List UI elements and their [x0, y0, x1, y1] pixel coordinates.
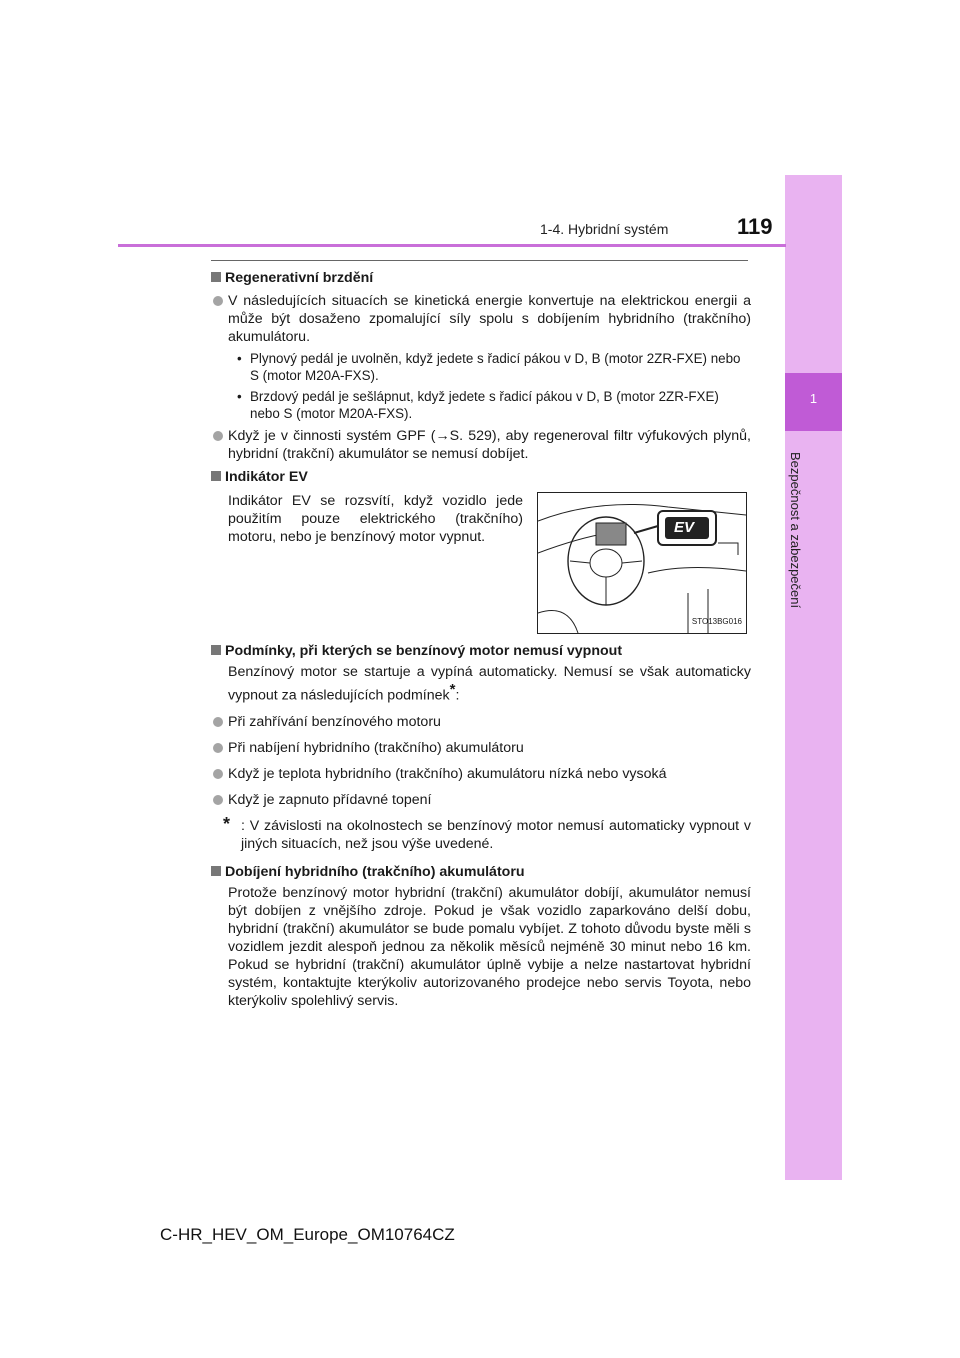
ev-row — [211, 492, 751, 634]
ev-description: Indikátor EV se rozsvítí, když vozidlo jede použitím pouze elektrického (trakčního) motoru, nebo je benzínový motor vypnut. — [228, 493, 523, 545]
circle-bullet-icon — [213, 795, 223, 805]
bullet-item: Když je teplota hybridního (trakčního) akumulátoru nízká nebo vysoká — [211, 765, 751, 783]
bullet-item: V následujících situacích se kinetická energie konvertuje na elektrickou energii a může být dosaženo zpomalující síly spolu s dobíjením hybridního (trakčního) akumulátoru. — [211, 292, 751, 346]
chapter-side-tab — [785, 175, 842, 1180]
footnote: * : V závislosti na okolnostech se benzínový motor nemusí automaticky vypnout v jiných situacích, než jsou výše uvedené. — [223, 813, 751, 852]
ev-indicator-illustration — [537, 492, 747, 634]
heading-regen: Regenerativní brzdění — [211, 269, 751, 287]
figure-id: STO13BG016 — [691, 617, 742, 626]
square-bullet-icon — [211, 866, 221, 876]
circle-bullet-icon — [213, 769, 223, 779]
charging-text: Protože benzínový motor hybridní (trakční) akumulátor dobíjí, akumulátor nemusí být dobíjen z vnějšího zdroje. Pokud je však vozidlo zaparkováno delší dobu, hybridní (trakční) akumulátor se bude pomalu vybíjet. Z tohoto důvodu byste měli s vozidlem jezdit alespoň jednou za několik měsíců nejméně 30 minut nebo 16 km. Pokud se hybridní (trakční) akumulátor úplně vybije a nelze nastartovat hybridní systém, kontaktujte kterýkoliv autorizovaného prodejce nebo servis Toyota, nebo kterýkoliv spolehlivý servis. — [228, 884, 751, 1009]
page-content — [211, 264, 751, 1010]
bullet-item: Když je v činnosti systém GPF (→S. 529), aby regeneroval filtr výfukových plynů, hybridní (trakční) akumulátor se nemusí dobíjet. — [211, 427, 751, 463]
chapter-title: Bezpečnost a zabezpečení — [788, 452, 803, 609]
circle-bullet-icon — [213, 717, 223, 727]
circle-bullet-icon — [213, 743, 223, 753]
square-bullet-icon — [211, 471, 221, 481]
circle-bullet-icon — [213, 296, 223, 306]
sub-item: • Plynový pedál je uvolněn, když jedete s řadicí pákou v D, B (motor 2ZR-FXE) nebo S (motor M20A-FXS). — [237, 351, 741, 383]
section-title: 1-4. Hybridní systém — [540, 221, 669, 237]
header-rule — [118, 244, 786, 247]
bullet-item: Při zahřívání benzínového motoru — [211, 713, 751, 731]
heading-charging: Dobíjení hybridního (trakčního) akumulátoru — [211, 863, 751, 881]
bullet-item: Při nabíjení hybridního (trakčního) akumulátoru — [211, 739, 751, 757]
document-code: C-HR_HEV_OM_Europe_OM10764CZ — [160, 1225, 455, 1244]
chapter-number: 1 — [809, 391, 818, 406]
square-bullet-icon — [211, 272, 221, 282]
heading-ev: Indikátor EV — [211, 468, 751, 486]
heading-conditions: Podmínky, při kterých se benzínový motor nemusí vypnout — [211, 642, 751, 660]
sub-item: • Brzdový pedál je sešlápnut, když jedete s řadicí pákou v D, B (motor 2ZR-FXE) nebo S (motor M20A-FXS). — [237, 389, 719, 421]
page-number: 119 — [737, 214, 773, 239]
ev-label: EV — [674, 519, 695, 536]
circle-bullet-icon — [213, 431, 223, 441]
content-rule — [211, 260, 748, 261]
square-bullet-icon — [211, 645, 221, 655]
bullet-item: Když je zapnuto přídavné topení — [211, 791, 751, 809]
conditions-intro: Benzínový motor se startuje a vypíná automaticky. Nemusí se však automaticky vypnout za následujících podmínek*: — [228, 664, 751, 704]
